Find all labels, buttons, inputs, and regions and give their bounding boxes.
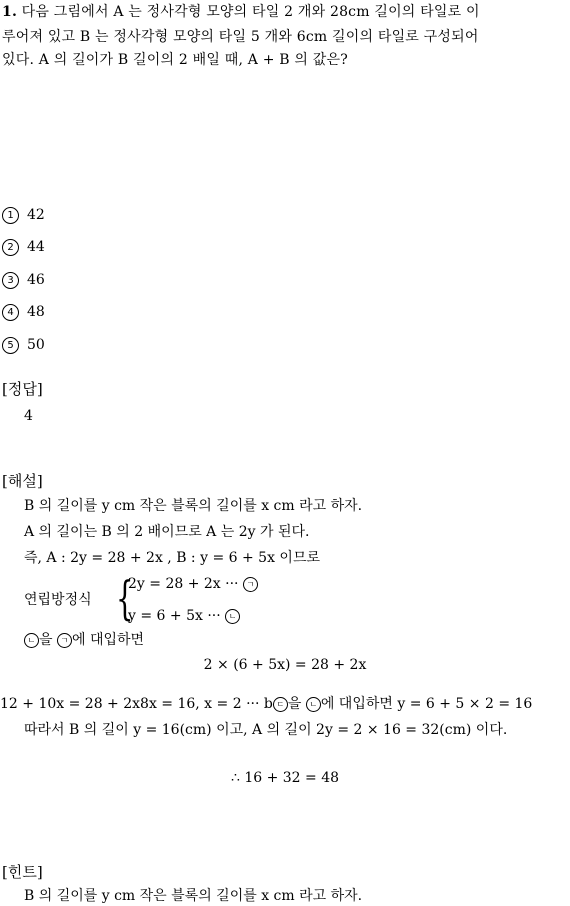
question-text-1: 다음 그림에서 A 는 정사각형 모양의 타일 2 개와 28cm 길이의 타일로 이 xyxy=(21,4,480,20)
answer-header: [정답] xyxy=(2,380,43,398)
solution-line-3: 즉, A : 2y = 28 + 2x , B : y = 6 + 5x 이므로 xyxy=(24,550,321,566)
system-eq-2-text: y = 6 + 5x ··· xyxy=(128,608,221,624)
system-brace: { xyxy=(116,571,134,625)
option-1[interactable] xyxy=(2,205,45,225)
option-4-value: 48 xyxy=(27,304,45,320)
option-4[interactable] xyxy=(2,302,45,322)
option-5-value: 50 xyxy=(27,337,45,353)
option-2-mark: 2 xyxy=(2,239,19,256)
system-eq-2 xyxy=(128,606,240,626)
option-4-mark: 4 xyxy=(2,304,19,321)
question-number: 1. xyxy=(2,4,18,20)
system-label: 연립방정식 xyxy=(24,592,92,608)
solution-line-1: B 의 길이를 y cm 작은 블록의 길이를 x cm 라고 하자. xyxy=(24,498,363,514)
line-4-mid: 을 xyxy=(39,632,53,648)
answer-value: 4 xyxy=(24,408,33,424)
conclusion: ∴ 16 + 32 = 48 xyxy=(230,770,340,786)
system-eq-1 xyxy=(128,574,258,594)
question-line-2: 루어져 있고 B 는 정사각형 모양의 타일 5 개와 6cm 길이의 타일로 구성되어 xyxy=(2,29,479,45)
option-2[interactable] xyxy=(2,237,45,257)
line-4-end: 에 대입하면 xyxy=(71,632,145,648)
question-line-1 xyxy=(2,2,480,22)
option-1-mark: 1 xyxy=(2,207,19,224)
hint-text: B 의 길이를 y cm 작은 블록의 길이를 x cm 라고 하자. xyxy=(24,888,363,904)
eq-1-mark: ㄱ xyxy=(243,577,258,592)
equation-3: 2 × (6 + 5x) = 28 + 2x xyxy=(203,657,367,673)
system-eq-1-text: 2y = 28 + 2x ··· xyxy=(128,576,239,592)
option-5-mark: 5 xyxy=(2,337,19,354)
solution-line-4 xyxy=(24,630,144,650)
line-5-a: 12 + 10x = 28 + 2x8x = 16, x = 2 ··· b xyxy=(0,696,273,712)
option-1-value: 42 xyxy=(27,207,45,223)
line-4-mark-a: ㄴ xyxy=(24,633,39,648)
option-3-value: 46 xyxy=(27,272,45,288)
line-5-b: 을 xyxy=(287,696,302,712)
solution-line-2: A 의 길이는 B 의 2 배이므로 A 는 2y 가 된다. xyxy=(24,524,310,540)
option-2-value: 44 xyxy=(27,239,45,255)
eq-2-mark: ㄴ xyxy=(225,609,240,624)
line-5-mark-c: ㄷ xyxy=(273,697,288,712)
solution-line-5 xyxy=(0,694,532,714)
line-5-mark-d: ㄴ xyxy=(306,697,321,712)
line-5-c: 에 대입하면 y = 6 + 5 × 2 = 16 xyxy=(320,696,533,712)
line-4-mark-b: ㄱ xyxy=(57,633,72,648)
question-line-3: 있다. A 의 길이가 B 길이의 2 배일 때, A + B 의 값은? xyxy=(2,52,348,68)
hint-header: [힌트] xyxy=(2,863,43,881)
solution-line-6: 따라서 B 의 길이 y = 16(cm) 이고, A 의 길이 2y = 2 × 16 = 32(cm) 이다. xyxy=(24,722,508,738)
option-3[interactable] xyxy=(2,270,45,290)
option-5[interactable] xyxy=(2,335,45,355)
solution-header: [해설] xyxy=(2,472,43,490)
option-3-mark: 3 xyxy=(2,272,19,289)
